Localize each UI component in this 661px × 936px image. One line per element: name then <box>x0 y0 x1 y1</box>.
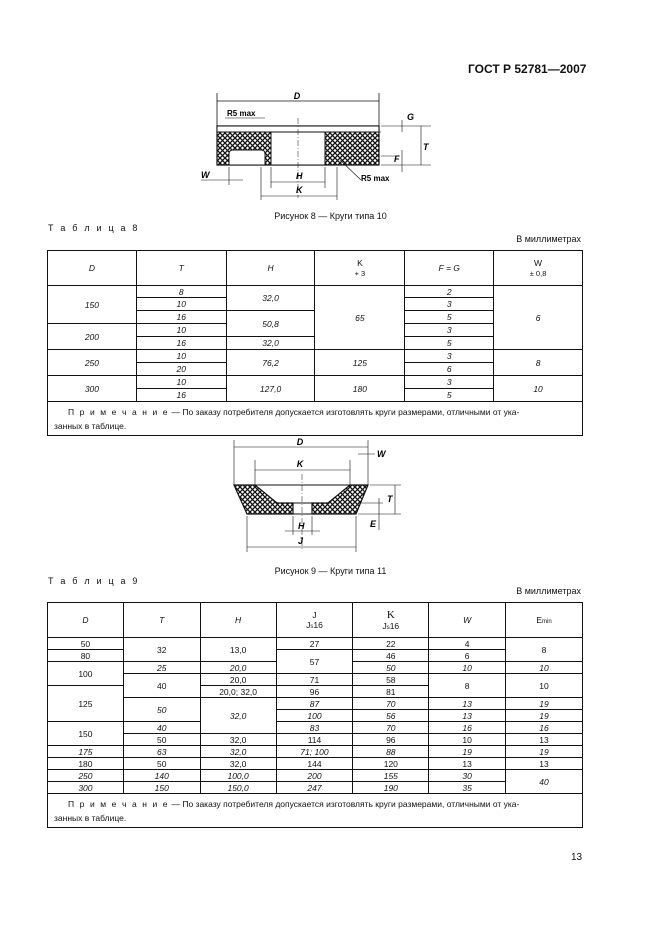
fig8-G-label: G <box>407 112 415 122</box>
table-cell: 40 <box>123 674 200 698</box>
table-cell: 57 <box>276 650 353 674</box>
t9-h-J: J Js16 <box>276 603 353 638</box>
fig8-F-label: F <box>394 154 400 164</box>
table-cell: 10 <box>136 350 226 363</box>
table-cell: 200 <box>276 770 353 782</box>
table-cell: 6 <box>405 363 494 376</box>
table-cell: 3 <box>405 298 494 311</box>
page-number: 13 <box>571 852 583 863</box>
table-cell: 32,0 <box>226 286 315 311</box>
fig8-K-label: K <box>296 185 303 195</box>
table-cell: 32,0 <box>200 758 276 770</box>
table-cell: 76,2 <box>226 350 315 376</box>
table-cell: 300 <box>48 782 124 794</box>
table-cell: 50 <box>123 698 200 722</box>
table-cell: 150 <box>48 722 124 746</box>
figure-9-drawing <box>205 432 415 556</box>
standard-number: ГОСТ Р 52781—2007 <box>468 62 587 76</box>
t8-h-W: W ± 0,8 <box>494 251 583 286</box>
table-cell: 63 <box>123 746 200 758</box>
table-cell: 70 <box>353 698 429 710</box>
t8-h-H: H <box>226 251 315 286</box>
table-9-note: П р и м е ч а н и е — По заказу потребителя допускается изготовлять круги размерами, отличными от ука- занных в таблице. <box>48 794 583 828</box>
table-cell: 13 <box>429 758 506 770</box>
fig8-T-label: T <box>423 142 429 152</box>
t9-h-E: Emin <box>506 603 583 638</box>
table-row <box>48 722 583 734</box>
table-cell: 13 <box>429 710 506 722</box>
table-cell: 16 <box>429 722 506 734</box>
table-cell: 6 <box>494 286 583 350</box>
table-cell: 19 <box>506 746 583 758</box>
table-cell: 13 <box>506 734 583 746</box>
table-cell: 175 <box>48 746 124 758</box>
table-cell: 10 <box>494 376 583 402</box>
table-row <box>48 770 583 782</box>
table-cell: 114 <box>276 734 353 746</box>
fig8-radius-label-2: R5 max <box>361 174 390 183</box>
t8-h-T: T <box>136 251 226 286</box>
table-8-note: П р и м е ч а н и е — По заказу потребителя допускается изготовлять круги размерами, отличными от ука- занных в таблице. <box>48 402 583 436</box>
table-cell: 150,0 <box>200 782 276 794</box>
figure-8-drawing <box>195 88 445 210</box>
table-cell: 125 <box>48 686 124 722</box>
table-cell: 247 <box>276 782 353 794</box>
fig8-W-label: W <box>201 170 210 180</box>
t8-h-D: D <box>48 251 137 286</box>
table-cell: H <box>200 603 276 638</box>
table-row <box>48 376 583 389</box>
table-8-header-row <box>48 251 583 286</box>
table-cell: 50 <box>48 638 124 650</box>
fig9-T-label: T <box>387 494 393 504</box>
table-cell: 25 <box>123 662 200 674</box>
table-cell: 96 <box>276 686 353 698</box>
table-cell: 10 <box>506 674 583 698</box>
table-9-header-row <box>48 603 583 638</box>
table-cell: 4 <box>429 638 506 650</box>
fig9-W-label: W <box>377 449 386 459</box>
table-cell: 71; 100 <box>276 746 353 758</box>
table-cell: 32,0 <box>200 746 276 758</box>
fig9-E-label: E <box>370 519 377 529</box>
table-cell: 40 <box>123 722 200 734</box>
figure-8-caption: Рисунок 8 — Круги типа 10 <box>274 211 387 221</box>
table-cell: 3 <box>405 350 494 363</box>
table-row <box>48 746 583 758</box>
table-cell: 32,0 <box>200 734 276 746</box>
table-cell: 13 <box>429 698 506 710</box>
table-cell: D <box>48 603 124 638</box>
table-cell: 13,0 <box>200 638 276 662</box>
table-9-units: В миллиметрах <box>516 586 581 596</box>
table-cell: 27 <box>276 638 353 650</box>
table-cell: 32 <box>123 638 200 662</box>
table-cell: 87 <box>276 698 353 710</box>
table-cell: 35 <box>429 782 506 794</box>
table-cell: 22 <box>353 638 429 650</box>
table-cell: 19 <box>506 698 583 710</box>
table-cell: 70 <box>353 722 429 734</box>
table-cell: 200 <box>48 324 137 350</box>
table-cell: 80 <box>48 650 124 662</box>
table-cell: 50 <box>123 758 200 770</box>
table-cell: 50,8 <box>226 311 315 337</box>
table-cell: 10 <box>429 662 506 674</box>
table-row <box>48 350 583 363</box>
table-cell: 180 <box>315 376 405 402</box>
figure-9-caption: Рисунок 9 — Круги типа 11 <box>274 566 387 576</box>
table-cell: 10 <box>136 376 226 389</box>
table-9 <box>47 602 583 828</box>
table-cell: 8 <box>136 286 226 298</box>
table-cell: 10 <box>429 734 506 746</box>
table-cell: 32,0 <box>226 337 315 350</box>
fig8-D-label: D <box>293 91 301 101</box>
table-8-note-row <box>48 402 583 436</box>
table-cell: 3 <box>405 376 494 389</box>
table-cell: 10 <box>136 298 226 311</box>
table-cell: 100,0 <box>200 770 276 782</box>
table-9-label: Т а б л и ц а 9 <box>48 576 140 586</box>
table-cell: 100 <box>48 662 124 686</box>
table-8-units: В миллиметрах <box>516 234 581 244</box>
table-9-note-row <box>48 794 583 828</box>
table-cell: 250 <box>48 350 137 376</box>
table-row <box>48 782 583 794</box>
table-cell: 96 <box>353 734 429 746</box>
table-8 <box>47 250 583 436</box>
table-cell: 5 <box>405 389 494 402</box>
table-cell: 30 <box>429 770 506 782</box>
table-cell: 32,0 <box>200 698 276 734</box>
table-cell: 125 <box>315 350 405 376</box>
table-row <box>48 758 583 770</box>
table-cell: 50 <box>123 734 200 746</box>
table-cell: 144 <box>276 758 353 770</box>
table-cell: 250 <box>48 770 124 782</box>
table-cell: 83 <box>276 722 353 734</box>
table-8-label: Т а б л и ц а 8 <box>48 223 140 233</box>
table-row <box>48 734 583 746</box>
table-cell: 40 <box>506 770 583 794</box>
table-cell: 127,0 <box>226 376 315 402</box>
t9-h-K: K Js16 <box>353 603 429 638</box>
table-cell: W <box>429 603 506 638</box>
table-cell: 20,0 <box>200 662 276 674</box>
table-cell: 5 <box>405 311 494 324</box>
table-row <box>48 698 583 710</box>
table-cell: 13 <box>506 758 583 770</box>
table-cell: 150 <box>123 782 200 794</box>
table-cell: 20,0 <box>200 674 276 686</box>
table-cell: 10 <box>506 662 583 674</box>
table-cell: 58 <box>353 674 429 686</box>
table-cell: T <box>123 603 200 638</box>
table-cell: 10 <box>136 324 226 337</box>
table-cell: 19 <box>506 710 583 722</box>
table-cell: 20 <box>136 363 226 376</box>
table-cell: 88 <box>353 746 429 758</box>
fig8-H-label: H <box>296 171 303 181</box>
table-cell: 16 <box>506 722 583 734</box>
table-row <box>48 638 583 650</box>
fig8-radius-label: R5 max <box>227 109 256 118</box>
table-cell: 2 <box>405 286 494 298</box>
table-cell: 120 <box>353 758 429 770</box>
t8-h-FG: F = G <box>405 251 494 286</box>
table-cell: 8 <box>429 674 506 698</box>
fig9-K-label: K <box>296 459 304 469</box>
table-row <box>48 286 583 298</box>
table-cell: 65 <box>315 286 405 350</box>
table-cell: 140 <box>123 770 200 782</box>
table-cell: 19 <box>429 746 506 758</box>
t8-h-K: K + 3 <box>315 251 405 286</box>
table-cell: 56 <box>353 710 429 722</box>
table-cell: 46 <box>353 650 429 662</box>
table-cell: 20,0; 32,0 <box>200 686 276 698</box>
table-cell: 5 <box>405 337 494 350</box>
table-cell: 3 <box>405 324 494 337</box>
table-cell: 155 <box>353 770 429 782</box>
table-cell: 6 <box>429 650 506 662</box>
table-cell: 150 <box>48 286 137 324</box>
fig9-J-label: J <box>298 536 304 546</box>
table-cell: 300 <box>48 376 137 402</box>
fig9-H-label: H <box>298 521 305 531</box>
fig9-D-label: D <box>296 437 304 447</box>
table-cell: 81 <box>353 686 429 698</box>
table-cell: 190 <box>353 782 429 794</box>
table-cell: 16 <box>136 337 226 350</box>
table-cell: 8 <box>494 350 583 376</box>
table-row <box>48 674 583 686</box>
table-cell: 100 <box>276 710 353 722</box>
table-cell: 8 <box>506 638 583 662</box>
table-cell: 16 <box>136 389 226 402</box>
table-cell: 16 <box>136 311 226 324</box>
table-cell: 71 <box>276 674 353 686</box>
table-cell: 180 <box>48 758 124 770</box>
table-cell: 50 <box>353 662 429 674</box>
